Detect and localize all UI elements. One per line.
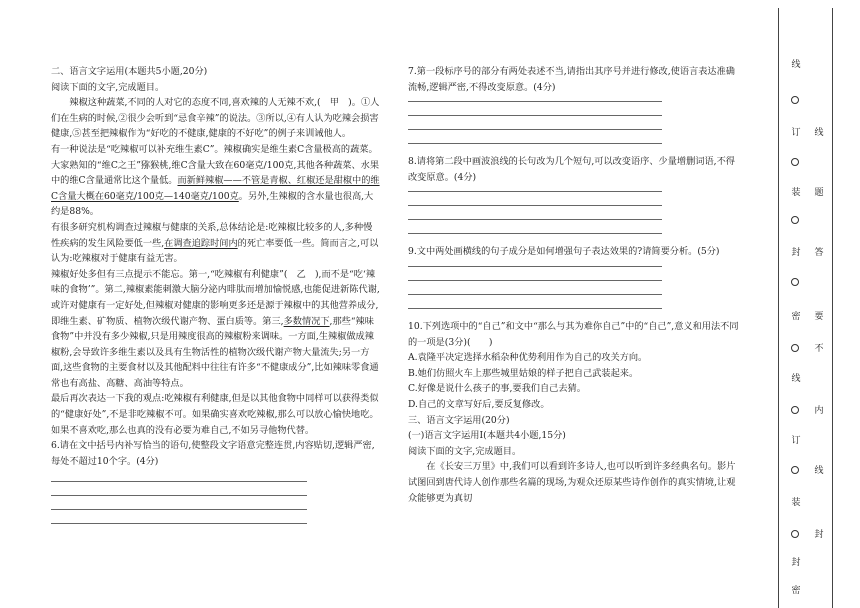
answer-line[interactable] bbox=[408, 191, 662, 192]
paragraph-1: 辣椒这种蔬菜,不同的人对它的态度不同,喜欢辣的人无辣不欢,( 甲 )。①人们在生病的时候,②很少会听到“忌食辛辣”的说法。③所以,④有人认为吃辣会损害健康,⑤甚至把辣椒作为“好吃的不健康,健康的不好吃”的例子来训诫他人。 bbox=[51, 97, 380, 140]
answer-line[interactable] bbox=[408, 205, 662, 206]
binding-warning-char: 题 bbox=[814, 188, 824, 198]
left-column bbox=[51, 64, 381, 524]
section-title: 二、语言文字运用(本题共5小题,20分) bbox=[51, 66, 208, 77]
underlined-phrase-2: 多数情况下 bbox=[283, 315, 330, 327]
binding-label: 封 bbox=[791, 558, 801, 568]
binding-line-outer bbox=[778, 8, 779, 608]
binding-circle bbox=[791, 344, 799, 352]
binding-label: 封 bbox=[791, 248, 801, 258]
binding-warning-char: 线 bbox=[814, 128, 824, 138]
answer-line[interactable] bbox=[408, 129, 662, 130]
underlined-phrase-1: 在调查追踪时间内 bbox=[164, 237, 238, 249]
binding-circle bbox=[791, 278, 799, 286]
binding-label: 装 bbox=[791, 498, 801, 508]
answer-line[interactable] bbox=[408, 308, 662, 309]
binding-warning-char: 封 bbox=[814, 530, 824, 540]
option-b: B.她们仿照火车上那些城里姑娘的样子把自己武装起来。 bbox=[408, 367, 639, 379]
binding-circle bbox=[791, 530, 799, 538]
middle-column bbox=[408, 64, 741, 506]
question-8: 8.请将第二段中画波浪线的长句改为几个短句,可以改变语序、少量增删词语,不得改变原意。(4分) bbox=[408, 156, 735, 183]
question-9: 9.文中两处画横线的句子成分是如何增强句子表达效果的?请简要分析。(5分) bbox=[408, 246, 720, 258]
section-3-paragraph: 在《长安三万里》中,我们可以看到许多诗人,也可以听到许多经典名句。影片试图回到唐代诗人创作那些名篇的现场,为观众还原某些诗作创作的真实情境,让观众能够更为真切 bbox=[408, 461, 736, 504]
binding-label: 装 bbox=[791, 188, 801, 198]
answer-line[interactable] bbox=[408, 115, 662, 116]
answer-line[interactable] bbox=[408, 280, 662, 281]
question-10: 10.下列选项中的“自己”和文中“那么与其为难你自己”中的“自己”,意义和用法不同的一项是(3分)( ) bbox=[408, 320, 739, 348]
binding-label: 订 bbox=[791, 128, 801, 138]
wavy-underlined-sentence: 而新鲜辣椒——不管是青椒、红椒还是甜椒中的维C含量大概在60毫克/100克—140毫克/100克 bbox=[51, 175, 380, 202]
answer-line[interactable] bbox=[408, 101, 662, 102]
reading-intro: 阅读下面的文字,完成题目。 bbox=[51, 81, 165, 93]
binding-label: 密 bbox=[791, 586, 801, 596]
section-3-subtitle: (一)语言文字运用Ⅰ(本题共4小题,15分) bbox=[408, 430, 566, 442]
answer-line[interactable] bbox=[51, 509, 307, 510]
binding-warning-char: 答 bbox=[814, 248, 824, 258]
binding-warning-char: 线 bbox=[814, 466, 824, 476]
binding-warning-char: 内 bbox=[814, 406, 824, 416]
binding-circle bbox=[791, 466, 799, 474]
answer-line[interactable] bbox=[408, 219, 662, 220]
answer-line[interactable] bbox=[408, 266, 662, 267]
section-3-title: 三、语言文字运用(20分) bbox=[408, 414, 510, 426]
answer-line[interactable] bbox=[51, 495, 307, 496]
binding-line-inner bbox=[832, 8, 833, 608]
binding-warning-char: 要 bbox=[814, 312, 824, 322]
binding-circle bbox=[791, 158, 799, 166]
answer-line[interactable] bbox=[51, 481, 307, 482]
binding-margin bbox=[760, 0, 860, 608]
binding-label: 线 bbox=[791, 374, 801, 384]
answer-line[interactable] bbox=[408, 233, 662, 234]
binding-circle bbox=[791, 96, 799, 104]
binding-circle bbox=[791, 406, 799, 414]
answer-line[interactable] bbox=[51, 523, 307, 524]
paragraph-4: 辣椒好处多但有三点提示不能忘。第一,“吃辣椒有利健康”( 乙 ),而不是“吃‘辣味的食物’”。第二,辣椒素能刺激大脑分泌内啡肽而增加愉悦感,也能促进新陈代谢,或许对健康有一定好处,但辣椒对健康的影响更多还是源于辣椒中的其他营养成分,即维生素、矿物质、植物次级代谢产物、蛋白质等。第三,多数情况下,那些“辣味食物”中并没有多少辣椒,只是用辣度很高的辣椒粉来调味。一方面,生辣椒做成辣椒粉,会导致许多维生素以及具有生物活性的植物次级代谢产物大量流失;另一方面,这些食物的主要食材以及其他配料中往往有许多“不健康成分”,比如辣味零食通常也有高盐、高糖、高油等特点。 bbox=[51, 268, 380, 389]
binding-label: 密 bbox=[791, 312, 801, 322]
answer-line[interactable] bbox=[408, 143, 662, 144]
binding-circle bbox=[791, 216, 799, 224]
option-c: C.好像是说什么孩子的事,要我们自己去猜。 bbox=[408, 383, 586, 395]
paragraph-2: 有一种说法是“吃辣椒可以补充维生素C”。辣椒确实是维生素C含量极高的蔬菜。大家熟知的“维C之王”猕猴桃,维C含量大致在60毫克/100克,其他各种蔬菜、水果中的维C含量通常比这个量低。而新鲜辣椒——不管是青椒、红椒还是甜椒中的维C含量大概在60毫克/100克—140毫克/100克。另外,生辣椒的含水量也很高,大约是88%。 bbox=[51, 143, 380, 218]
binding-label: 订 bbox=[791, 436, 801, 446]
option-a: A.袁隆平决定选择水稻杂种优势利用作为自己的攻关方向。 bbox=[408, 352, 648, 364]
section-3-intro: 阅读下面的文字,完成题目。 bbox=[408, 445, 522, 457]
question-6: 6.请在文中括号内补写恰当的语句,使整段文字语意完整连贯,内容贴切,逻辑严密,每处不超过10个字。(4分) bbox=[51, 440, 375, 467]
question-7: 7.第一段标序号的部分有两处表述不当,请指出其序号并进行修改,使语言表达准确流畅,逻辑严密,不得改变原意。(4分) bbox=[408, 66, 735, 93]
option-d: D.自己的文章写好后,要反复修改。 bbox=[408, 398, 550, 410]
binding-warning-char: 不 bbox=[814, 344, 824, 354]
binding-label: 线 bbox=[791, 60, 801, 70]
paragraph-3: 有很多研究机构调查过辣椒与健康的关系,总体结论是:吃辣椒比较多的人,多种慢性疾病的发生风险要低一些,在调查追踪时间内的死亡率要低一些。简而言之,可以认为:吃辣椒对于健康有益无害。 bbox=[51, 221, 379, 265]
paragraph-5: 最后再次表达一下我的观点:吃辣椒有利健康,但是以其他食物中同样可以获得类似的“健康好处”,不是非吃辣椒不可。如果确实喜欢吃辣椒,那么可以放心愉快地吃。如果不喜欢吃,那么也真的没有必要为难自己,不如另寻他物代替。 bbox=[51, 393, 379, 436]
answer-line[interactable] bbox=[408, 294, 662, 295]
